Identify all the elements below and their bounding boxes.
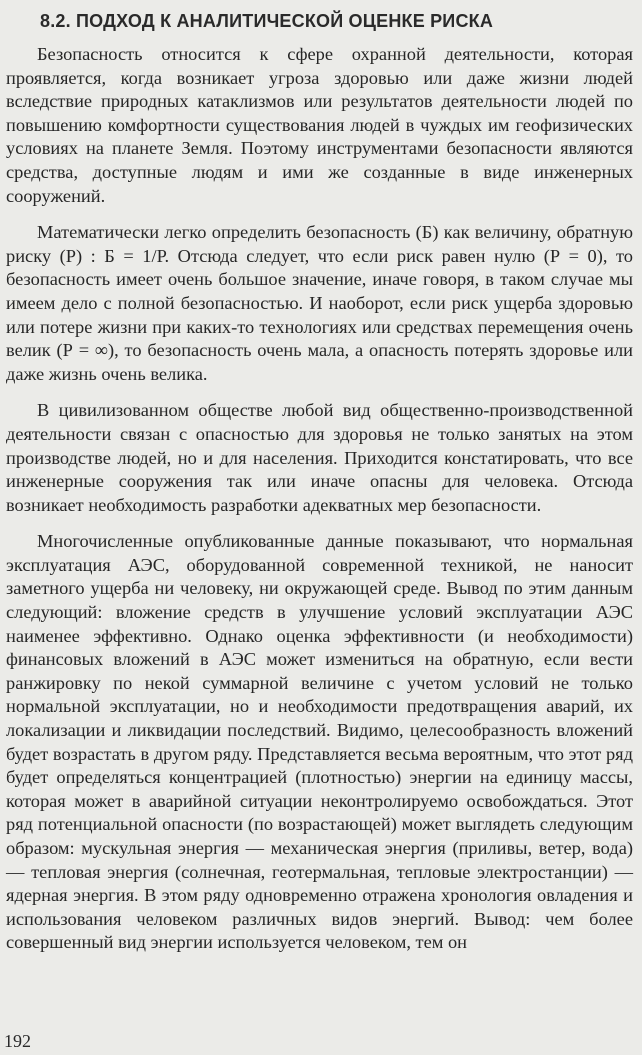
paragraph-4: Многочисленные опубликованные данные показывают, что нормальная эксплуатация АЭС, оборудованной современной техникой, не наносит заметного ущерба ни человеку, ни окружающей среде. Вывод по этим данным следующий: вложение средств в улучшение условий эксплуатации АЭС наименее эффективно. Однако оценка эффективности (и необходимости) финансовых вложений в АЭС может измениться на обратную, если вести ранжировку по некой суммарной величине с учетом условий не только нормальной эксплуатации, но и необходимости предотвращения аварий, их локализации и ликвидации последствий. Видимо, целесообразность вложений будет возрастать в другом ряду. Представляется весьма вероятным, что этот ряд будет определяться концентрацией (плотностью) энергии на единицу массы, которая может в аварийной ситуации неконтролируемо освобождаться. Этот ряд потенциальной опасности (по возрастающей) может выглядеть следующим образом: мускульная энергия — механическая энергия (приливы, ветер, вода) — тепловая энергия (солнечная, геотермальная, тепловые электростанции) — ядерная энергия. В этом ряду одновременно отражена хронология овладения и использования человеком различных видов энергий. Вывод: чем более совершенный вид энергии используется человеком, тем он: [6, 531, 633, 953]
section-body: [6, 43, 633, 955]
paragraph-1: Безопасность относится к сфере охранной деятельности, которая проявляется, когда возникает угроза здоровью или даже жизни людей вследствие природных катаклизмов или результатов деятельности людей по повышению комфортности существования людей в чуждых им геофизических условиях на планете Земля. Поэтому инструментами безопасности являются средства, доступные людям и ими же созданные в виде инженерных сооружений.: [6, 44, 633, 206]
page-number: 192: [4, 1031, 31, 1051]
paragraph-3: В цивилизованном обществе любой вид общественно-производственной деятельности связан с опасностью для здоровья не только занятых на этом производстве людей, но и для населения. Приходится констатировать, что все инженерные сооружения так или иначе опасны для человека. Отсюда возникает необходимость разработки адекватных мер безопасности.: [6, 400, 633, 515]
paragraph-2: Математически легко определить безопасность (Б) как величину, обратную риску (Р) : Б = 1/Р. Отсюда следует, что если риск равен нулю (Р = 0), то безопасность имеет очень большое значение, иначе говоря, в таком случае мы имеем дело с полной безопасностью. И наоборот, если риск ущерба здоровью или потере жизни при каких-то технологиях или средствах перемещения очень велик (Р = ∞), то безопасность очень мала, а опасность потерять здоровье или даже жизнь очень велика.: [6, 222, 633, 384]
section-heading: 8.2. ПОДХОД К АНАЛИТИЧЕСКОЙ ОЦЕНКЕ РИСКА: [40, 11, 494, 31]
